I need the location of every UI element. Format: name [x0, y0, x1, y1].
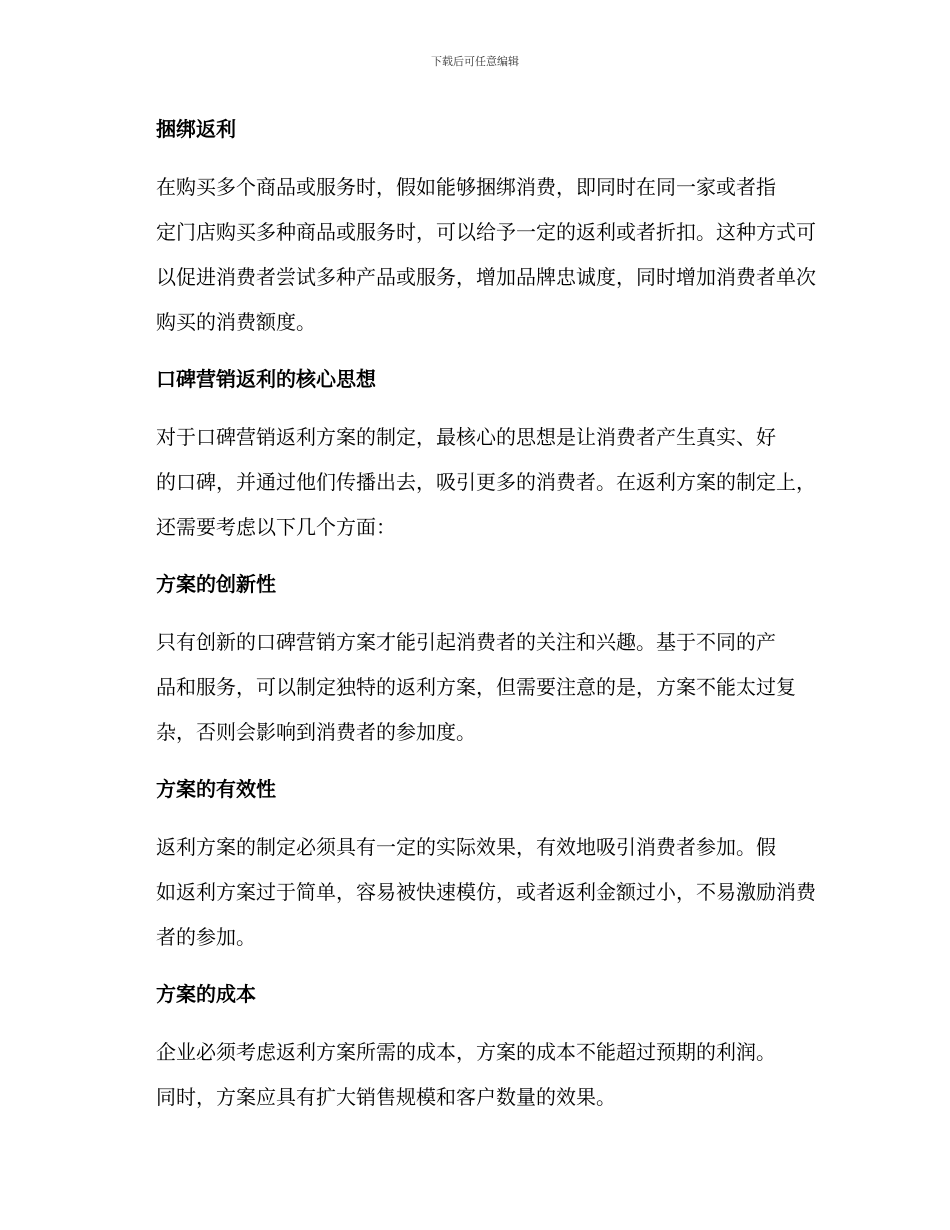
section-paragraph	[113, 1030, 837, 1120]
section-paragraph	[113, 165, 837, 345]
paragraph-line: 杂，否则会影响到消费者的参加度。	[156, 720, 476, 744]
paragraph-line: 还需要考虑以下几个方面：	[156, 515, 396, 539]
paragraph-line: 购买的消费额度。	[156, 310, 316, 334]
section-heading: 方案的有效性	[156, 777, 276, 801]
paragraph-line: 者的参加。	[156, 925, 256, 949]
paragraph-line: 同时，方案应具有扩大销售规模和客户数量的效果。	[156, 1085, 616, 1109]
paragraph-line: 对于口碑营销返利方案的制定，最核心的思想是让消费者产生真实、好	[156, 425, 776, 449]
paragraph-line: 的口碑，并通过他们传播出去，吸引更多的消费者。在返利方案的制定上，	[156, 470, 816, 494]
section-heading: 口碑营销返利的核心思想	[156, 367, 376, 391]
paragraph-line: 企业必须考虑返利方案所需的成本，方案的成本不能超过预期的利润。	[156, 1040, 776, 1064]
document-body	[113, 107, 837, 1132]
paragraph-line: 返利方案的制定必须具有一定的实际效果，有效地吸引消费者参加。假	[156, 835, 776, 859]
paragraph-line: 在购买多个商品或服务时，假如能够捆绑消费，即同时在同一家或者指	[156, 175, 776, 199]
paragraph-line: 定门店购买多种商品或服务时，可以给予一定的返利或者折扣。这种方式可	[156, 220, 816, 244]
section-heading: 方案的成本	[156, 982, 256, 1006]
section-paragraph	[113, 620, 837, 755]
paragraph-line: 如返利方案过于简单，容易被快速模仿，或者返利金额过小，不易激励消费	[156, 880, 816, 904]
section-heading: 捆绑返利	[156, 117, 236, 141]
section-heading: 方案的创新性	[156, 572, 276, 596]
paragraph-line: 品和服务，可以制定独特的返利方案，但需要注意的是，方案不能太过复	[156, 675, 796, 699]
paragraph-line: 只有创新的口碑营销方案才能引起消费者的关注和兴趣。基于不同的产	[156, 630, 776, 654]
paragraph-line: 以促进消费者尝试多种产品或服务，增加品牌忠诚度，同时增加消费者单次	[156, 265, 816, 289]
page-header-note: 下载后可任意编辑	[431, 55, 519, 68]
section-paragraph	[113, 825, 837, 960]
section-paragraph	[113, 415, 837, 550]
